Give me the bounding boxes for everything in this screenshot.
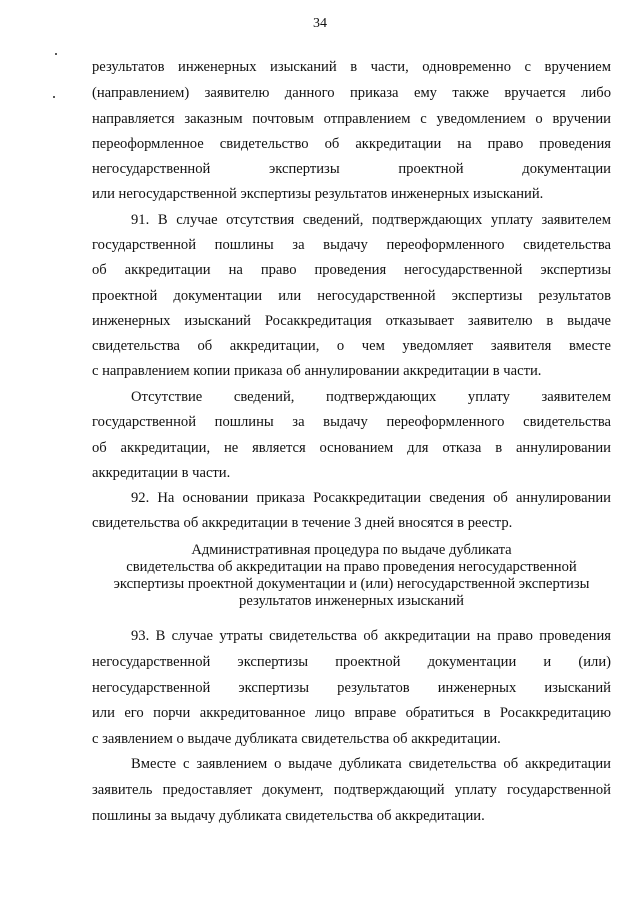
paragraph-line: результатов инженерных изысканий в части, одновременно с вручением <box>92 59 611 75</box>
paragraph-line: заявитель предоставляет документ, подтверждающий уплату государственной <box>92 782 611 798</box>
paragraph-line: негосударственной экспертизы проектной документации <box>92 161 611 177</box>
scan-mark <box>55 53 57 55</box>
paragraph-line: пошлины за выдачу дубликата свидетельства об аккредитации. <box>92 808 485 824</box>
paragraph-line: свидетельства об аккредитации, о чем уведомляет заявителя вместе <box>92 338 611 354</box>
scan-mark <box>53 96 55 98</box>
paragraph-line: государственной пошлины за выдачу переоформленного свидетельства <box>92 414 611 430</box>
page-number: 34 <box>313 16 327 31</box>
section-heading-line: экспертизы проектной документации и (или) негосударственной экспертизы <box>113 576 590 592</box>
paragraph-line: проектной документации или негосударственной экспертизы результатов <box>92 288 611 304</box>
paragraph-line: об аккредитации, не является основанием для отказа в аннулировании <box>92 440 611 456</box>
paragraph-line: с заявлением о выдаче дубликата свидетельства об аккредитации. <box>92 731 501 747</box>
section-heading-line: результатов инженерных изысканий <box>239 593 464 609</box>
paragraph-line: 92. На основании приказа Росаккредитации сведения об аннулировании <box>131 490 611 506</box>
paragraph-line: Вместе с заявлением о выдаче дубликата свидетельства об аккредитации <box>131 756 611 772</box>
paragraph-line: (направлением) заявителю данного приказа ему также вручается либо <box>92 85 611 101</box>
paragraph-line: негосударственной экспертизы проектной документации и (или) <box>92 654 611 670</box>
paragraph-line: направляется заказным почтовым отправлением с уведомлением о вручении <box>92 111 611 127</box>
paragraph-line: свидетельства об аккредитации в течение 3 дней вносятся в реестр. <box>92 515 513 531</box>
paragraph-line: или негосударственной экспертизы результатов инженерных изысканий. <box>92 186 544 202</box>
section-heading-line: свидетельства об аккредитации на право проведения негосударственной <box>126 559 577 575</box>
paragraph-line: государственной пошлины за выдачу переоформленного свидетельства <box>92 237 611 253</box>
paragraph-line: переоформленное свидетельство об аккредитации на право проведения <box>92 136 611 152</box>
paragraph-line: или его порчи аккредитованное лицо вправе обратиться в Росаккредитацию <box>92 705 611 721</box>
paragraph-line: инженерных изысканий Росаккредитация отказывает заявителю в выдаче <box>92 313 611 329</box>
paragraph-line: 91. В случае отсутствия сведений, подтверждающих уплату заявителем <box>131 212 611 228</box>
paragraph-line: с направлением копии приказа об аннулировании аккредитации в части. <box>92 363 542 379</box>
paragraph-line: аккредитации в части. <box>92 465 231 481</box>
paragraph-line: Отсутствие сведений, подтверждающих уплату заявителем <box>131 389 611 405</box>
section-heading-line: Административная процедура по выдаче дубликата <box>191 542 512 558</box>
paragraph-line: негосударственной экспертизы результатов инженерных изысканий <box>92 680 611 696</box>
paragraph-line: об аккредитации на право проведения негосударственной экспертизы <box>92 262 611 278</box>
paragraph-line: 93. В случае утраты свидетельства об аккредитации на право проведения <box>131 628 611 644</box>
